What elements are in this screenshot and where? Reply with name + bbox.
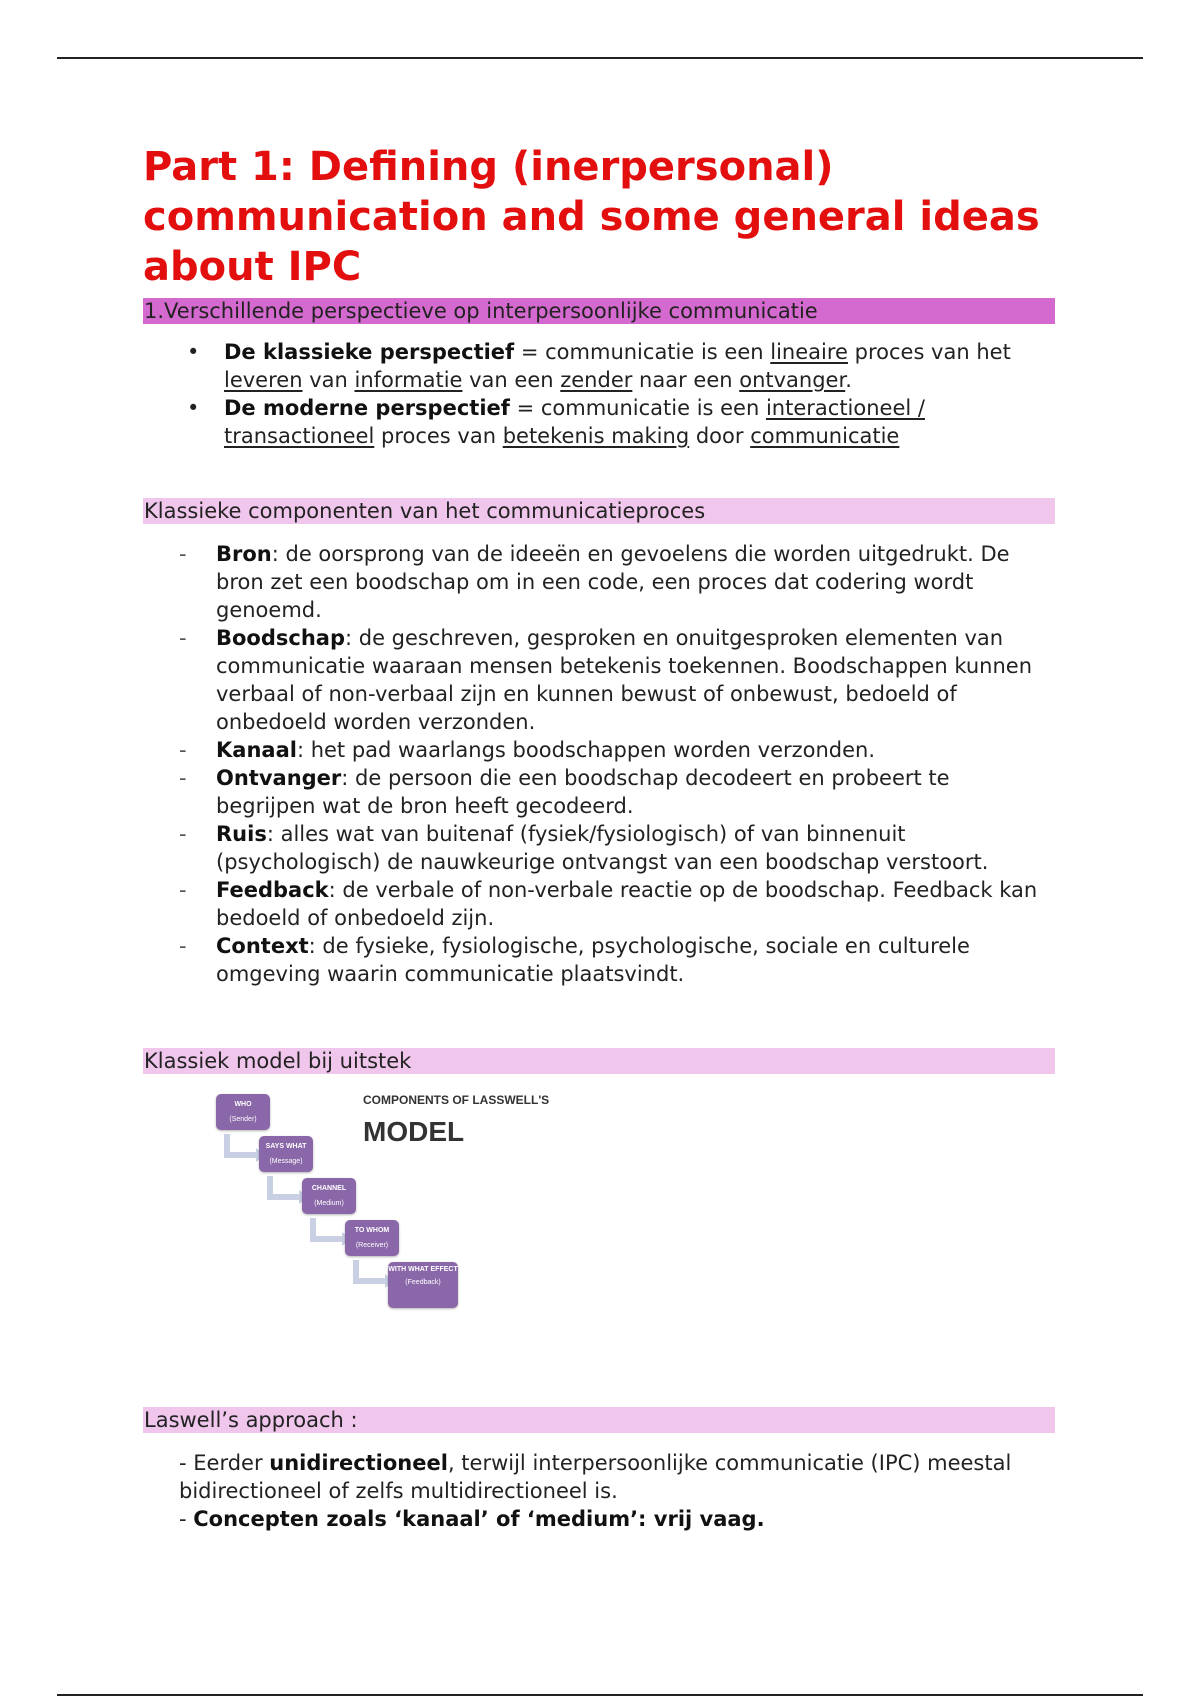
term-label: De klassieke perspectief [224, 340, 515, 364]
approach-line-1: - Eerder unidirectioneel, terwijl interpersoonlijke communicatie (IPC) meestal bidirectioneel of zelfs multidirectioneel is. [179, 1451, 1012, 1503]
lasswell-model-figure [216, 1084, 1055, 1339]
section-heading-model: Klassiek model bij uitstek [143, 1048, 1055, 1074]
list-item: - Kanaal: het pad waarlangs boodschappen worden verzonden. [179, 738, 876, 762]
term-label: Kanaal [216, 738, 297, 762]
model-box-receiver: TO WHOM (Receiver) [345, 1220, 399, 1256]
approach-line-2: - Concepten zoals ‘kanaal’ of ‘medium’: vrij vaag. [179, 1507, 765, 1531]
dash-icon: - [179, 626, 187, 650]
term-label: Bron [216, 542, 272, 566]
arrow-icon [267, 1176, 299, 1200]
section-heading-approach: Laswell’s approach : [143, 1407, 1055, 1433]
list-item: • De klassieke perspectief = communicatie is een lineaire proces van het leveren van informatie van een zender naar een ontvanger. [187, 340, 1011, 392]
model-box-channel: CHANNEL (Medium) [302, 1178, 356, 1214]
list-item: - Bron: de oorsprong van de ideeën en gevoelens die worden uitgedrukt. De bron zet een boodschap om in een code, een proces dat codering wordt genoemd. [179, 542, 1010, 622]
model-box-sender: WHO (Sender) [216, 1094, 270, 1130]
perspectives-list [143, 338, 1055, 450]
list-item: • De moderne perspectief = communicatie is een interactioneel / transactioneel proces van betekenis making door communicatie [187, 396, 925, 448]
term-label: Feedback [216, 878, 329, 902]
arrow-icon [353, 1260, 385, 1284]
arrow-icon [310, 1218, 342, 1242]
list-item: - Feedback: de verbale of non-verbale reactie op de boodschap. Feedback kan bedoeld of onbedoeld zijn. [179, 878, 1038, 930]
list-item: - Ruis: alles wat van buitenaf (fysiek/fysiologisch) of van binnenuit (psychologisch) de nauwkeurige ontvangst van een boodschap verstoort. [179, 822, 989, 874]
page-title: Part 1: Defining (inerpersonal) communication and some general ideas about IPC [143, 144, 1040, 290]
term-label: Boodschap [216, 626, 345, 650]
bullet-icon: • [187, 396, 200, 420]
bottom-rule [57, 1694, 1143, 1696]
list-item: - Context: de fysieke, fysiologische, psychologische, sociale en culturele omgeving waarin communicatie plaatsvindt. [179, 934, 970, 986]
document-body [143, 142, 1055, 1533]
term-label: De moderne perspectief [224, 396, 510, 420]
dash-icon: - [179, 738, 187, 762]
model-box-feedback: WITH WHAT EFFECT (Feedback) [388, 1262, 458, 1308]
dash-icon: - [179, 878, 187, 902]
components-list [143, 540, 1055, 988]
section-heading-components: Klassieke componenten van het communicatieproces [143, 498, 1055, 524]
list-item: - Boodschap: de geschreven, gesproken en onuitgesproken elementen van communicatie waaraan mensen betekenis toekennen. Boodschappen kunnen verbaal of non-verbaal zijn en kunnen bewust of onbewust, bedoeld of onbedoeld worden verzonden. [179, 626, 1033, 734]
dash-icon: - [179, 934, 187, 958]
model-box-message: SAYS WHAT (Message) [259, 1136, 313, 1172]
arrow-icon [224, 1134, 256, 1158]
dash-icon: - [179, 766, 187, 790]
dash-icon: - [179, 542, 187, 566]
list-item: - Ontvanger: de persoon die een boodschap decodeert en probeert te begrijpen wat de bron heeft gecodeerd. [179, 766, 950, 818]
top-rule [57, 57, 1143, 59]
approach-text [143, 1449, 1055, 1533]
figure-title-small: COMPONENTS OF LASSWELL'S [363, 1093, 550, 1107]
term-label: Context [216, 934, 309, 958]
figure-title-big: MODEL [363, 1116, 465, 1147]
term-label: Ruis [216, 822, 267, 846]
section-heading-perspectives: 1.Verschillende perspectieve op interpersoonlijke communicatie [143, 298, 1055, 324]
bullet-icon: • [187, 340, 200, 364]
term-label: Ontvanger [216, 766, 342, 790]
dash-icon: - [179, 822, 187, 846]
